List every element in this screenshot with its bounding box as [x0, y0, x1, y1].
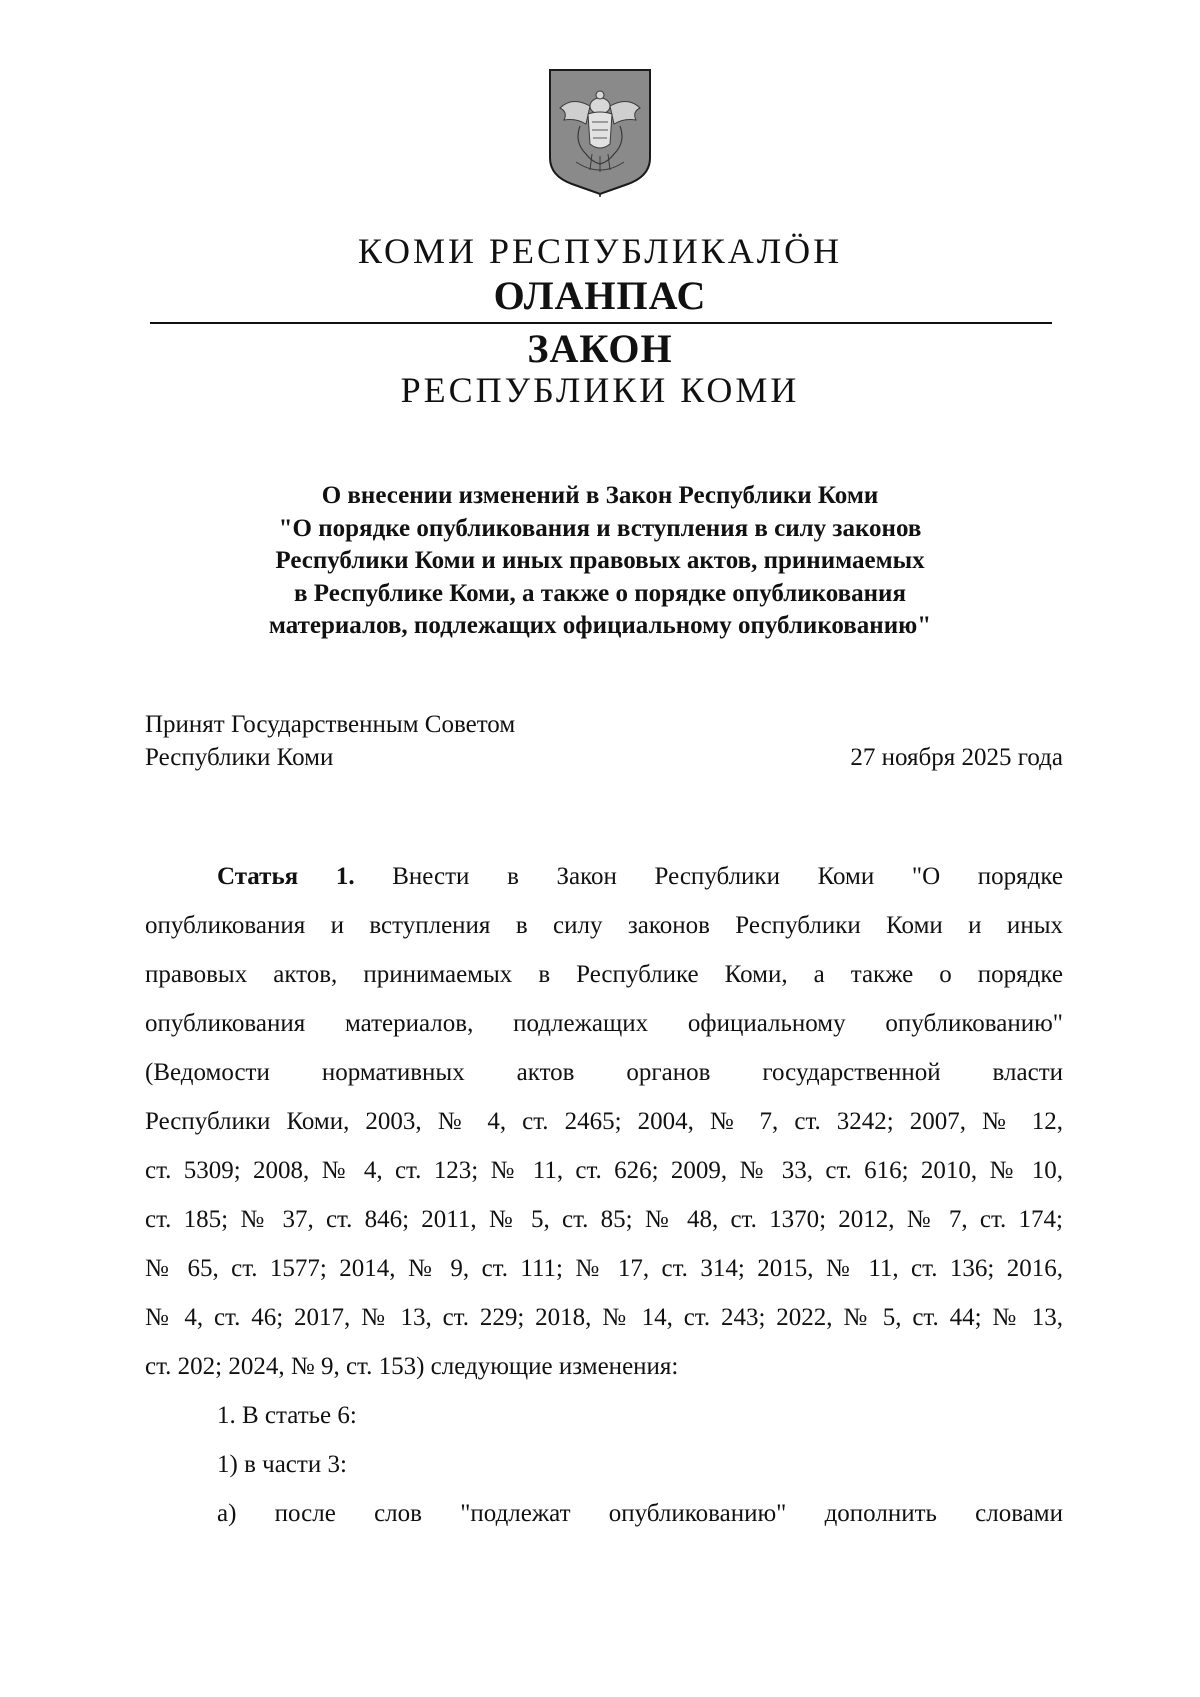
- article-subitem: а) после слов "подлежат опубликованию" дополнить словами: [217, 1500, 1063, 1527]
- article-line: ст. 5309; 2008, № 4, ст. 123; № 11, ст. 626; 2009, № 33, ст. 616; 2010, № 10,: [145, 1157, 1063, 1184]
- coat-of-arms-emblem: [546, 66, 654, 198]
- header-zakon: ЗАКОН: [527, 326, 673, 371]
- article-subitem: 1) в части 3:: [217, 1451, 347, 1478]
- law-title-line: Республики Коми и иных правовых актов, принимаемых: [275, 547, 925, 574]
- article-item: 1. В статье 6:: [217, 1402, 357, 1429]
- adoption-line: Принят Государственным Советом: [145, 711, 516, 738]
- article-line: ст. 202; 2024, № 9, ст. 153) следующие изменения:: [145, 1353, 679, 1380]
- adoption-date: 27 ноября 2025 года: [850, 744, 1063, 771]
- article-line-text: Внести в Закон Республики Коми "О порядке: [392, 863, 1064, 890]
- header-olanpas: ОЛАНПАС: [493, 273, 707, 318]
- article-line: (Ведомости нормативных актов органов государственной власти: [145, 1059, 1063, 1086]
- article-line: опубликования материалов, подлежащих официальному опубликованию": [145, 1010, 1063, 1037]
- article-line: № 65, ст. 1577; 2014, № 9, ст. 111; № 17, ст. 314; 2015, № 11, ст. 136; 2016,: [145, 1255, 1063, 1282]
- article-line: правовых актов, принимаемых в Республике Коми, а также о порядке: [145, 961, 1063, 988]
- article-line: ст. 185; № 37, ст. 846; 2011, № 5, ст. 85; № 48, ст. 1370; 2012, № 7, ст. 174;: [145, 1206, 1063, 1233]
- article-line: № 4, ст. 46; 2017, № 13, ст. 229; 2018, № 14, ст. 243; 2022, № 5, ст. 44; № 13,: [145, 1304, 1063, 1331]
- article-line: Республики Коми, 2003, № 4, ст. 2465; 2004, № 7, ст. 3242; 2007, № 12,: [145, 1108, 1063, 1135]
- header-komi-line: КОМИ РЕСПУБЛИКАЛӦН: [357, 231, 843, 271]
- law-title-line: материалов, подлежащих официальному опубликованию": [268, 612, 932, 639]
- law-title-line: О внесении изменений в Закон Республики Коми: [321, 482, 879, 509]
- law-title-line: "О порядке опубликования и вступления в силу законов: [278, 514, 922, 542]
- law-title-line: в Республике Коми, а также о порядке опубликования: [294, 579, 906, 607]
- adoption-line: Республики Коми: [145, 744, 334, 771]
- header-divider: [150, 322, 1052, 324]
- article-label: Статья 1.: [217, 863, 355, 890]
- law-title: [160, 480, 1040, 643]
- article-first-line: [145, 852, 1063, 901]
- article-body: [145, 852, 1063, 1538]
- article-line: опубликования и вступления в силу законов Республики Коми и иных: [145, 912, 1063, 939]
- adoption-statement: [145, 708, 515, 774]
- header-republic-line: РЕСПУБЛИКИ КОМИ: [400, 370, 800, 410]
